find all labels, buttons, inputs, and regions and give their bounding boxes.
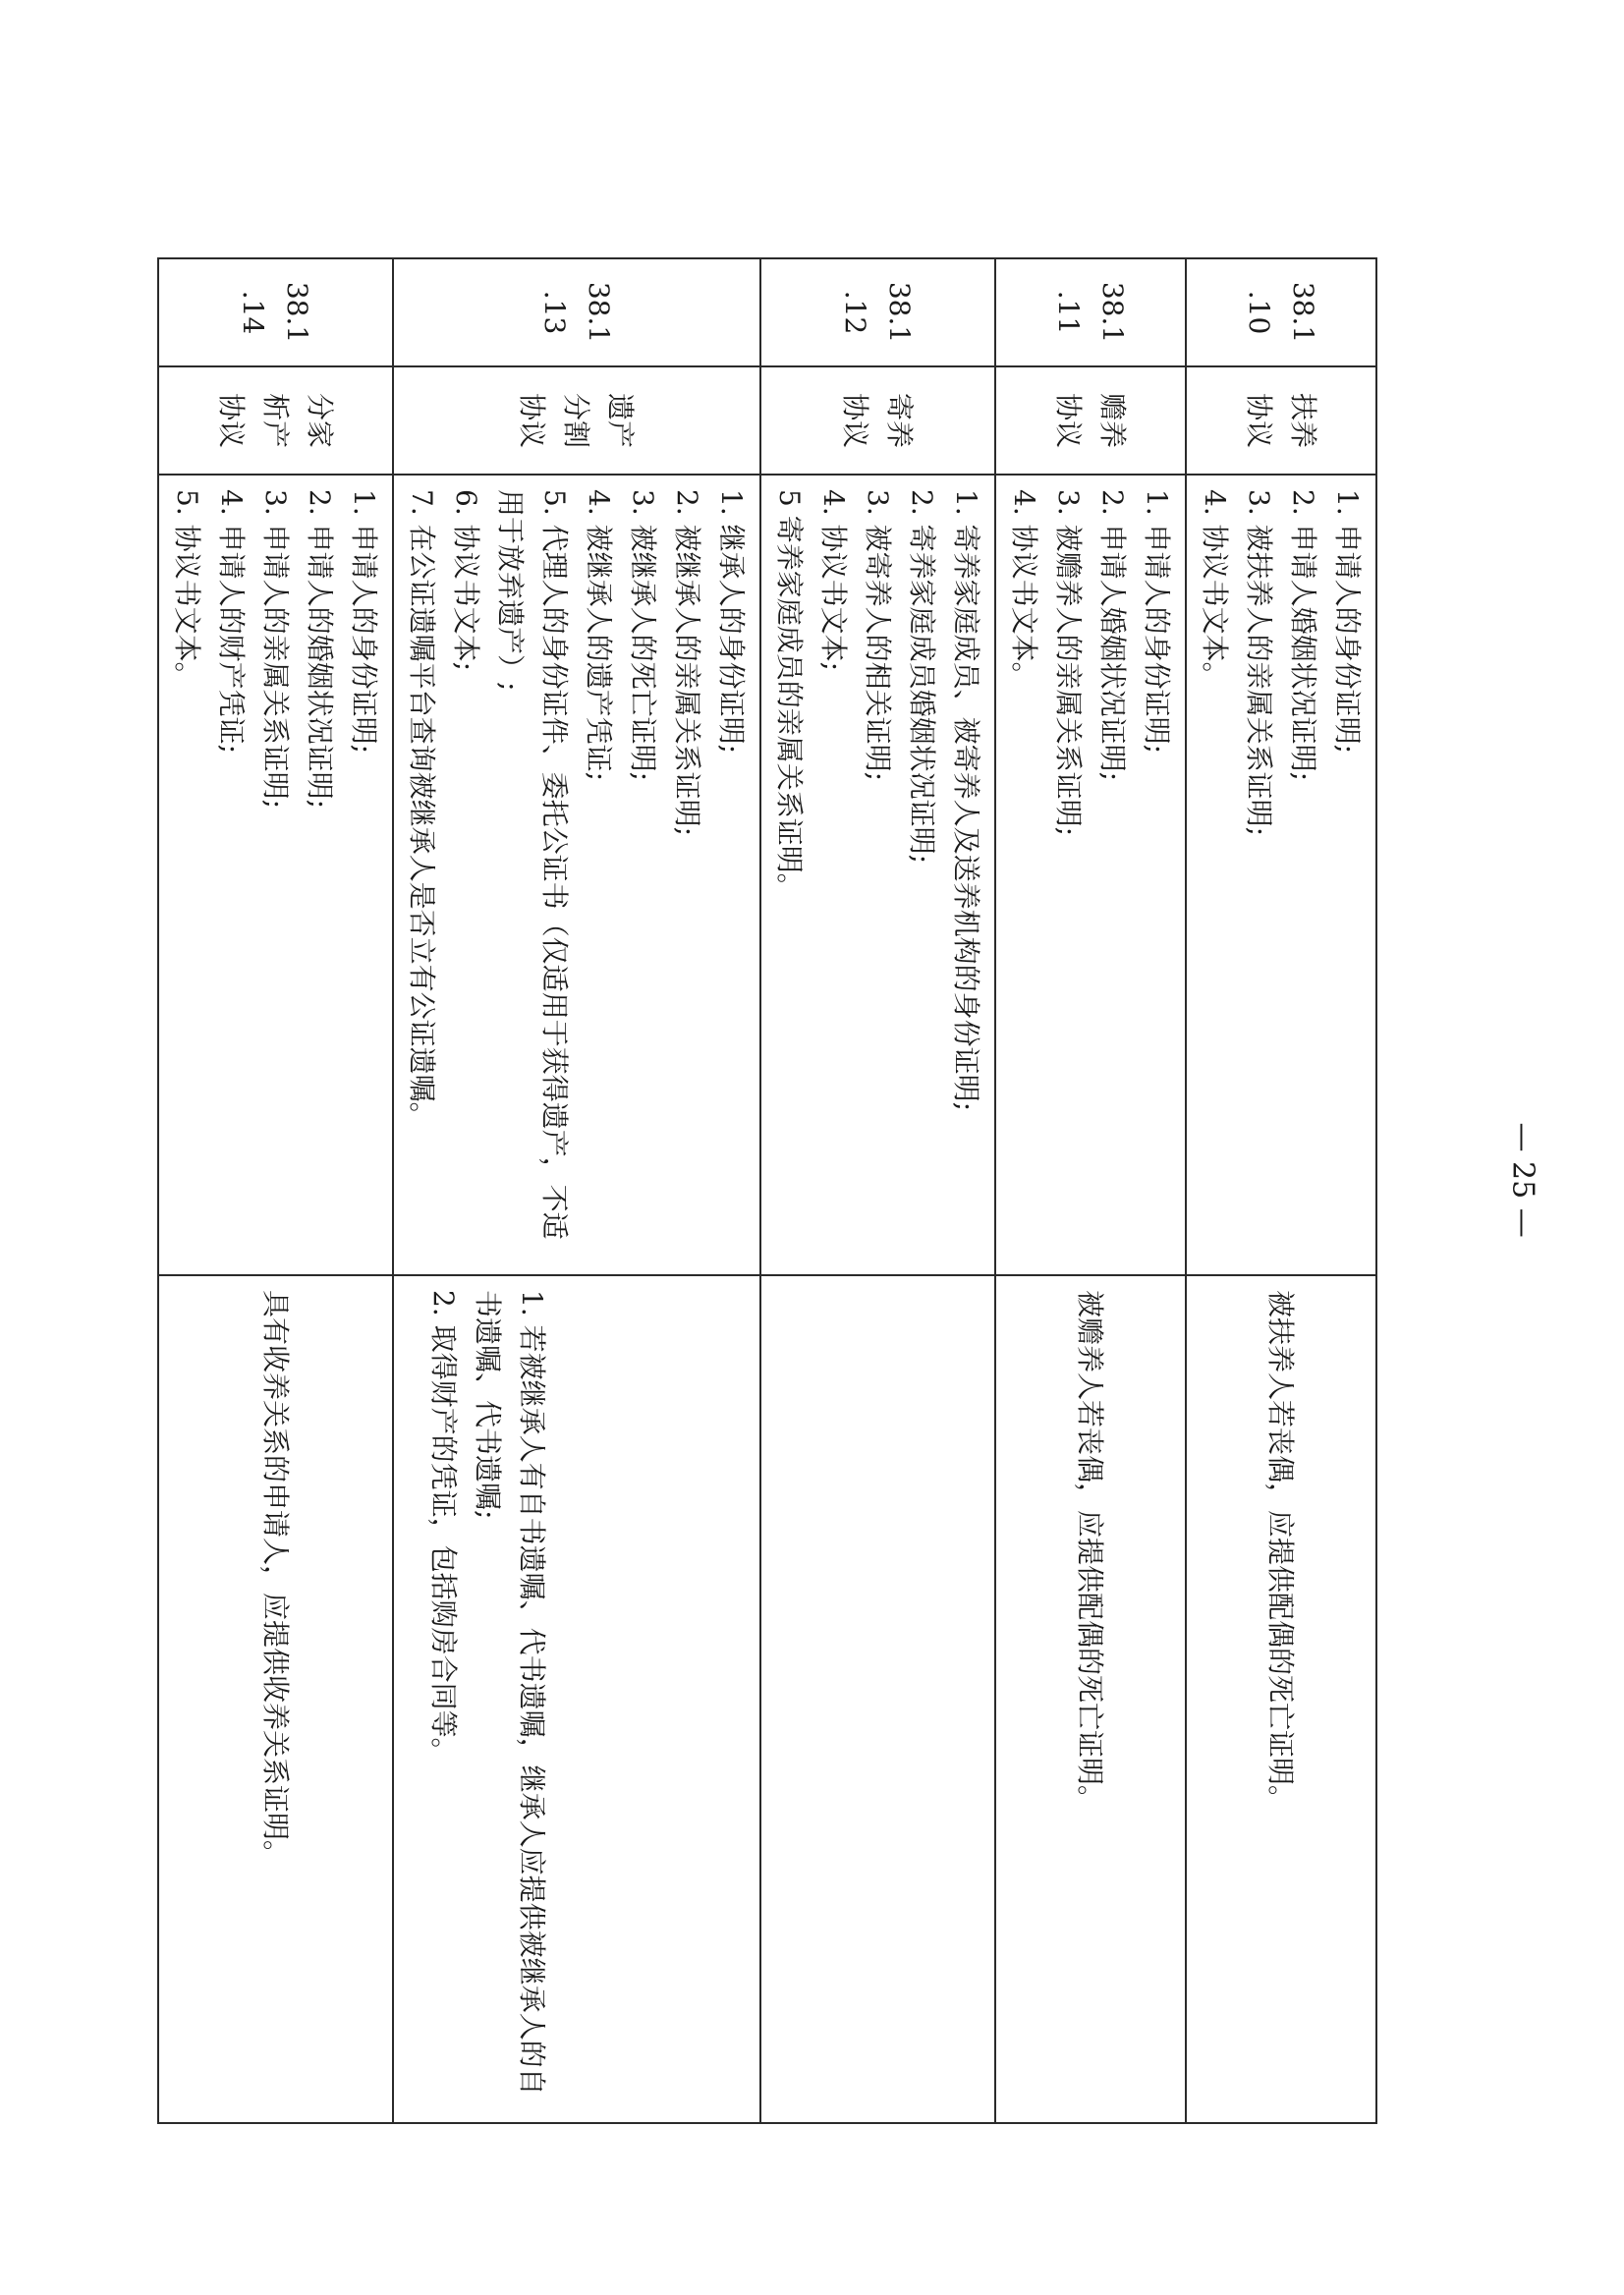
material-line: 1. 寄养家庭成员、被寄养人及送养机构的身份证明;: [950, 489, 982, 1112]
material-line: 4. 申请人的财产凭证;: [215, 489, 248, 755]
material-line: 2. 申请人的婚姻状况证明;: [304, 489, 336, 810]
code-line: .10: [1243, 290, 1275, 335]
item-name: 遗产分割协议: [393, 366, 760, 475]
item-name: 分家析产协议: [158, 366, 393, 475]
materials-table: [157, 257, 1377, 2124]
code-line: 38.1: [1287, 281, 1319, 344]
material-line: 1. 继承人的身份证明;: [715, 489, 748, 755]
material-line: 5 寄养家庭成员的亲属关系证明。: [773, 489, 806, 901]
material-line: 1. 申请人的身份证明;: [348, 489, 380, 755]
note-cell: [393, 1275, 760, 2123]
material-line: 2. 被继承人的亲属关系证明;: [671, 489, 703, 837]
item-code: [760, 258, 995, 366]
code-line: .12: [839, 290, 872, 335]
rotated-table-wrapper: [171, 257, 1377, 2122]
note-cell: [760, 1275, 995, 2123]
code-line: .14: [237, 290, 270, 335]
material-line: 4. 协议书文本。: [1008, 489, 1040, 690]
materials-cell: [1186, 475, 1376, 1275]
note-cell: 具有收养关系的申请人，应提供收养关系证明。: [158, 1275, 393, 2123]
material-line: 3. 被寄养人的相关证明;: [862, 489, 894, 782]
material-line: 7. 在公证遗嘱平台查询被继承人是否立有公证遗嘱。: [406, 489, 438, 1130]
code-line: 38.1: [1096, 281, 1129, 344]
material-line: 4. 协议书文本;: [817, 489, 850, 672]
item-code: [393, 258, 760, 366]
note-line: 1. 若被继承人有自书遗嘱、代书遗嘱，继承人应提供被继承人的自书遗嘱、代书遗嘱;: [472, 1290, 548, 2096]
material-line: 3. 被扶养人的亲属关系证明;: [1243, 489, 1275, 837]
material-line: 1. 申请人的身份证明;: [1141, 489, 1173, 755]
table-row: [1186, 258, 1376, 2123]
materials-cell: [995, 475, 1186, 1275]
material-line: 2. 寄养家庭成员婚姻状况证明;: [906, 489, 938, 865]
code-line: 38.1: [281, 281, 314, 344]
material-line: 3. 被赡养人的亲属关系证明;: [1052, 489, 1085, 837]
materials-cell: [393, 475, 760, 1275]
note-cell: 被扶养人若丧偶，应提供配偶的死亡证明。: [1186, 1275, 1376, 2123]
materials-cell: [158, 475, 393, 1275]
material-line: 2. 申请人婚姻状况证明;: [1287, 489, 1319, 782]
material-line: 1. 申请人的身份证明;: [1331, 489, 1364, 755]
table-row: [158, 258, 393, 2123]
material-line: 4. 协议书文本。: [1199, 489, 1231, 690]
item-code: [995, 258, 1186, 366]
code-line: 38.1: [583, 281, 615, 344]
material-line: 5. 代理人的身份证件、委托公证书（仅适用于获得遗产，不适用于放弃遗产）;: [494, 489, 571, 1240]
table-row: [995, 258, 1186, 2123]
note-line: 2. 取得财产的凭证，包括购房合同等。: [427, 1290, 460, 1765]
material-line: 3. 被继承人的死亡证明;: [627, 489, 659, 782]
note-cell: 被赡养人若丧偶，应提供配偶的死亡证明。: [995, 1275, 1186, 2123]
item-name: 赡养协议: [995, 366, 1186, 475]
code-line: .11: [1052, 290, 1085, 335]
item-code: [1186, 258, 1376, 366]
code-line: .13: [538, 290, 571, 335]
materials-cell: [760, 475, 995, 1275]
material-line: 4. 被继承人的遗产凭证;: [583, 489, 615, 782]
table-row: [760, 258, 995, 2123]
material-line: 3. 申请人的亲属关系证明;: [259, 489, 292, 810]
table-row: [393, 258, 760, 2123]
material-line: 6. 协议书文本;: [450, 489, 482, 672]
page-number: — 25 —: [1505, 1122, 1540, 1238]
item-name: 寄养协议: [760, 366, 995, 475]
item-code: [158, 258, 393, 366]
item-name: 扶养协议: [1186, 366, 1376, 475]
material-line: 2. 申请人婚姻状况证明;: [1096, 489, 1129, 782]
material-line: 5. 协议书文本。: [171, 489, 203, 690]
code-line: 38.1: [883, 281, 917, 344]
